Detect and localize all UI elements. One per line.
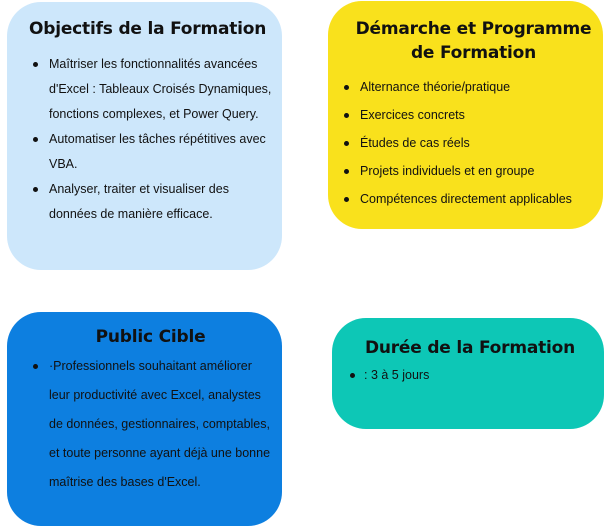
demarche-list bbox=[340, 73, 597, 213]
public-cible-list bbox=[29, 352, 272, 497]
objectifs-item: Maîtriser les fonctionnalités avancées d'Excel : Tableaux Croisés Dynamiques, fonctions complexes, et Power Query. bbox=[29, 52, 272, 127]
demarche-item: Compétences directement applicables bbox=[340, 185, 597, 213]
objectifs-item: Analyser, traiter et visualiser des données de manière efficace. bbox=[29, 177, 272, 227]
duree-card bbox=[332, 318, 604, 429]
demarche-item: Études de cas réels bbox=[340, 129, 597, 157]
public-cible-title: Public Cible bbox=[95, 327, 206, 347]
public-cible-card bbox=[7, 312, 282, 526]
demarche-item: Projets individuels et en groupe bbox=[340, 157, 597, 185]
demarche-item: Alternance théorie/pratique bbox=[340, 73, 597, 101]
objectifs-list bbox=[29, 52, 272, 227]
public-cible-item: ·Professionnels souhaitant améliorer leur productivité avec Excel, analystes de données, gestionnaires, comptables, et toute personne ayant déjà une bonne maîtrise des bases d'Excel. bbox=[29, 352, 272, 497]
objectifs-card bbox=[7, 2, 282, 270]
objectifs-item: Automatiser les tâches répétitives avec VBA. bbox=[29, 127, 272, 177]
demarche-card bbox=[328, 1, 603, 229]
demarche-item: Exercices concrets bbox=[340, 101, 597, 129]
duree-title: Durée de la Formation bbox=[364, 338, 576, 358]
demarche-title: Démarche et Programme de Formation bbox=[355, 19, 592, 63]
duree-list bbox=[346, 365, 594, 385]
duree-item: : 3 à 5 jours bbox=[346, 365, 594, 385]
objectifs-title: Objectifs de la Formation bbox=[29, 19, 267, 39]
